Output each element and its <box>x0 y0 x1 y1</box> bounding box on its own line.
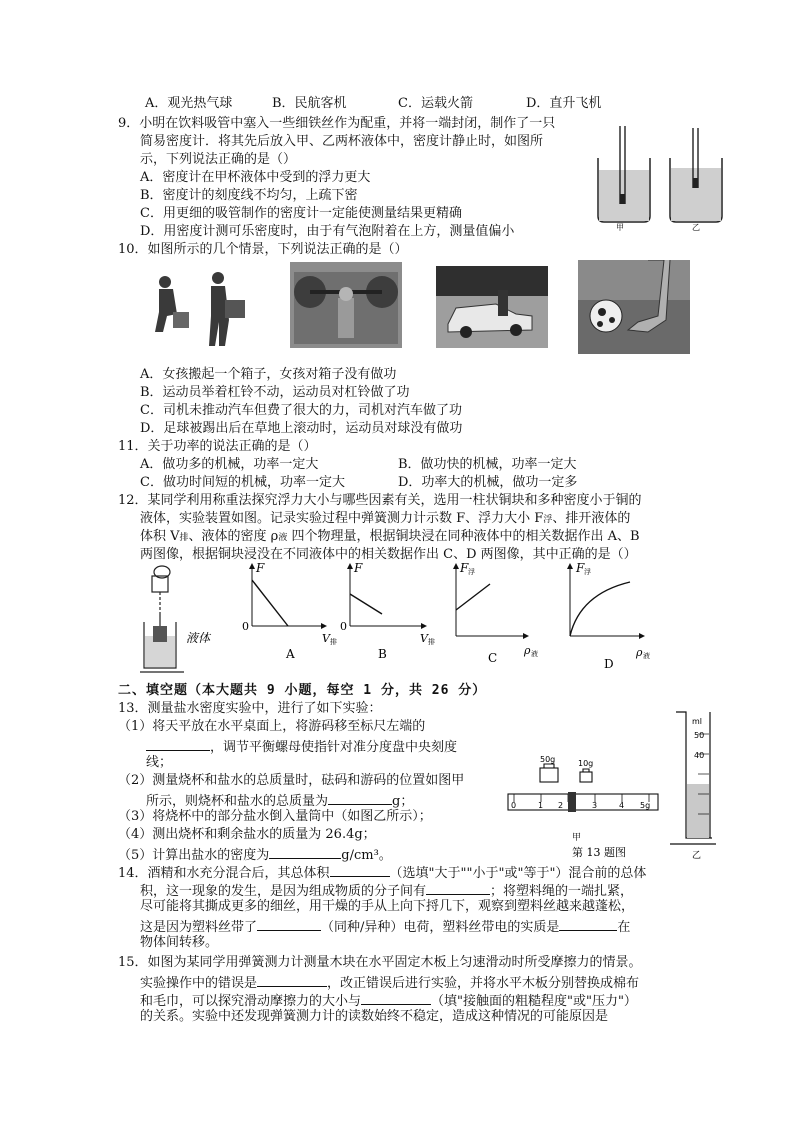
section-2-heading: 二、填空题（本大题共 9 小题，每空 1 分，共 26 分） <box>118 683 487 698</box>
q12-line2-sub: 浮 <box>543 515 553 525</box>
q12-stem-line1: 12．某同学利用称重法探究浮力大小与哪些因素有关，选用一柱状铜块和多种密度小于铜的 <box>118 493 642 508</box>
q14-blank-3[interactable] <box>257 916 321 931</box>
q11-option-a: A．做功多的机械，功率一定大 <box>140 457 319 472</box>
q15-line3-a: 和毛巾，可以探究滑动摩擦力的大小与 <box>140 994 362 1009</box>
q14-blank-4[interactable] <box>559 916 617 931</box>
q13-scale-tick-3: 3 <box>592 801 598 810</box>
q8-option-a: A．观光热气球 <box>145 96 233 111</box>
q13-step2-b-unit: g； <box>392 794 414 809</box>
q13-fig-caption: 第 13 题图 <box>572 846 626 859</box>
q12-graph-a-origin: 0 <box>242 620 249 633</box>
q11-option-b: B．做功快的机械，功率一定大 <box>398 457 577 472</box>
q13-weight-10g: 10g <box>578 759 594 768</box>
q11-stem: 11．关于功率的说法正确的是（） <box>118 439 317 454</box>
q12-graph-c-xsub: 液 <box>531 650 538 658</box>
q13-cyl-unit: ml <box>692 717 703 726</box>
q9-option-b: B．密度计的刻度线不均匀，上疏下密 <box>140 188 358 203</box>
q10-photo-weightlifter <box>290 262 402 348</box>
q12-line3-sub2: 液 <box>278 533 288 543</box>
q10-photo-pushing-car <box>436 266 548 348</box>
q12-graph-c <box>456 561 538 665</box>
q14-blank-1[interactable] <box>330 862 390 877</box>
q12-liquid-label: 液体 <box>186 631 211 645</box>
q13-stem: 13．测量盐水密度实验中，进行了如下实验： <box>118 701 382 716</box>
q10-option-d: D．足球被踢出后在草地上滚动时，运动员对球没有做功 <box>140 421 463 436</box>
q13-scale-tick-0: 0 <box>511 801 517 810</box>
q12-graph-c-ylabel: F <box>460 561 469 575</box>
q13-step1-a: （1）将天平放在水平桌面上，将游码移至标尺左端的 <box>118 719 426 734</box>
q12-graph-c-letter: C <box>488 651 498 665</box>
q12-line2-end: 、排开液体的 <box>552 511 631 526</box>
q13-scale-tick-5: 5g <box>640 801 651 810</box>
q12-line3-b: 、液体的密度 ρ <box>188 529 279 544</box>
q12-graph-a-xlabel: V <box>322 632 330 645</box>
q12-graph-b-origin: 0 <box>340 620 347 633</box>
q12-graph-d-letter: D <box>604 657 614 671</box>
q13-step5-text: （5）计算出盐水的密度为 <box>118 848 270 863</box>
q14-line4-a: 这是因为塑料丝带了 <box>140 920 258 935</box>
q12-stem-line4: 两图像，根据铜块浸没在不同液体中的相关数据作出 C、D 两图像，其中正确的是（） <box>140 547 637 562</box>
q13-weight-50g: 50g <box>540 755 556 764</box>
q8-option-d: D．直升飞机 <box>526 96 602 111</box>
q9-density-meter-figure <box>592 122 732 232</box>
q14-line2-a: 积，这一现象的发生，是因为组成物质的分子间有 <box>140 884 427 899</box>
q14-line4-c: 在 <box>617 920 631 935</box>
q13-blank-2[interactable] <box>328 790 392 805</box>
q13-step3: （3）将烧杯中的部分盐水倒入量筒中（如图乙所示）； <box>118 809 432 824</box>
q13-step4: （4）测出烧杯和剩余盐水的质量为 26.4g； <box>118 827 376 842</box>
q13-blank-3[interactable] <box>269 844 341 859</box>
q13-step1-c: 线； <box>146 755 173 770</box>
q14-line4-b: （同种/异种）电荷，塑料丝带电的实质是 <box>321 920 560 935</box>
q12-graph-d-xsub: 液 <box>643 652 650 660</box>
q12-graphs <box>232 560 672 672</box>
q9-stem-line2: 简易密度计．将其先后放入甲、乙两杯液体中，密度计静止时，如图所 <box>140 134 544 149</box>
q13-figure <box>500 704 720 864</box>
q13-step1-b <box>146 736 457 757</box>
q12-graph-c-xlabel: ρ <box>524 644 531 657</box>
q13-step5-unit: g/cm³。 <box>341 848 392 863</box>
q15-line2-a: 实验操作中的错误是 <box>140 976 258 991</box>
q9-label-yi: 乙 <box>692 223 700 232</box>
q13-step1-b-text: ，调节平衡螺母使指针对准分度盘中央刻度 <box>210 740 458 755</box>
q10-photo-girl-lifting-box <box>145 266 257 350</box>
q12-line3-sub1: 排 <box>179 533 189 543</box>
q10-option-a: A．女孩搬起一个箱子，女孩对箱子没有做功 <box>140 367 397 382</box>
q12-apparatus-figure <box>140 562 228 680</box>
q15-line2-b: ，改正错误后进行实验，并将水平木板分别替换成棉布 <box>327 976 640 991</box>
q12-graph-d-xlabel: ρ <box>636 646 643 659</box>
q15-blank-1[interactable] <box>257 972 327 987</box>
q8-option-b: B．民航客机 <box>272 96 347 111</box>
q13-scale-tick-2: 2 <box>558 801 564 810</box>
q12-graph-a <box>242 561 337 661</box>
q11-option-d: D．功率大的机械，做功一定多 <box>398 475 578 490</box>
q13-cyl-tick-40: 40 <box>694 751 705 760</box>
q14-blank-2[interactable] <box>426 880 490 895</box>
q10-option-c: C．司机未推动汽车但费了很大的力，司机对汽车做了功 <box>140 403 462 418</box>
q9-option-a: A．密度计在甲杯液体中受到的浮力更大 <box>140 170 371 185</box>
q12-graph-b-xlabel: V <box>420 632 428 645</box>
q9-label-jia: 甲 <box>616 223 624 232</box>
q9-stem-line3: 示，下列说法正确的是（） <box>140 152 297 167</box>
q15-line1: 15．如图为某同学用弹簧测力计测量木块在水平固定木板上匀速滑动时所受摩擦力的情景。 <box>118 955 642 970</box>
q15-line4: 的关系。实验中还发现弹簧测力计的读数始终不稳定，造成这种情况的可能原因是 <box>140 1009 609 1024</box>
q8-option-c: C．运载火箭 <box>398 96 473 111</box>
q12-stem-line2 <box>140 510 630 529</box>
q13-blank-1[interactable] <box>146 736 210 751</box>
q15-blank-2[interactable] <box>361 990 431 1005</box>
q12-line3-c: 四个物理量，根据铜块浸在同种液体中的相关数据作出 A、B <box>287 529 640 544</box>
q14-line1-b: （选填"大于""小于"或"等于"）混合前的总体 <box>389 866 647 881</box>
q13-scale-tick-1: 1 <box>538 801 544 810</box>
q12-graph-b-ylabel: F <box>354 561 363 575</box>
q12-graph-a-xsub: 排 <box>330 638 337 646</box>
q10-option-b: B．运动员举着杠铃不动，运动员对杠铃做了功 <box>140 385 410 400</box>
q10-stem: 10．如图所示的几个情景，下列说法正确的是（） <box>118 242 408 257</box>
q14-line1-a: 14．酒精和水充分混合后，其总体积 <box>118 866 330 881</box>
q12-graph-d-ysub: 浮 <box>584 568 591 576</box>
q13-label-jia: 甲 <box>572 833 582 843</box>
q14-line5: 物体间转移。 <box>140 935 219 950</box>
q13-cyl-tick-50: 50 <box>694 731 705 740</box>
q13-scale-tick-4: 4 <box>619 801 625 810</box>
q12-stem-line3 <box>140 528 640 547</box>
q9-stem-line1: 9．小明在饮料吸管中塞入一些细铁丝作为配重，并将一端封闭，制作了一只 <box>118 116 556 131</box>
q9-option-c: C．用更细的吸管制作的密度计一定能使测量结果更精确 <box>140 206 462 221</box>
q12-line2-text: 液体，实验装置如图。记录实验过程中弹簧测力计示数 F、浮力大小 F <box>140 511 544 526</box>
q12-graph-b <box>340 561 435 661</box>
q13-label-yi: 乙 <box>692 851 702 861</box>
q12-graph-a-ylabel: F <box>256 561 265 575</box>
q9-option-d: D．用密度计测可乐密度时，由于有气泡附着在上方，测量值偏小 <box>140 224 515 239</box>
q12-graph-d-ylabel: F <box>576 561 585 575</box>
q12-line3-a: 体积 V <box>140 529 180 544</box>
q14-line2-b: ；将塑料绳的一端扎紧， <box>490 884 634 899</box>
q12-graph-a-letter: A <box>286 647 295 661</box>
q10-photo-football <box>578 260 690 354</box>
q15-line3-b: （填"接触面的粗糙程度"或"压力"） <box>431 994 637 1009</box>
q13-step2-a: （2）测量烧杯和盐水的总质量时，砝码和游码的位置如图甲 <box>118 773 465 788</box>
q12-graph-b-letter: B <box>378 647 387 661</box>
q11-option-c: C．做功时间短的机械，功率一定大 <box>140 475 345 490</box>
q12-graph-d <box>570 561 650 671</box>
q12-graph-b-xsub: 排 <box>428 638 435 646</box>
q12-graph-c-ysub: 浮 <box>468 568 475 576</box>
q13-step2-b-text: 所示，则烧杯和盐水的总质量为 <box>146 794 329 809</box>
q14-line3: 尽可能将其撕成更多的细丝，用干燥的手从上向下捋几下，观察到塑料丝越来越蓬松， <box>140 899 635 914</box>
